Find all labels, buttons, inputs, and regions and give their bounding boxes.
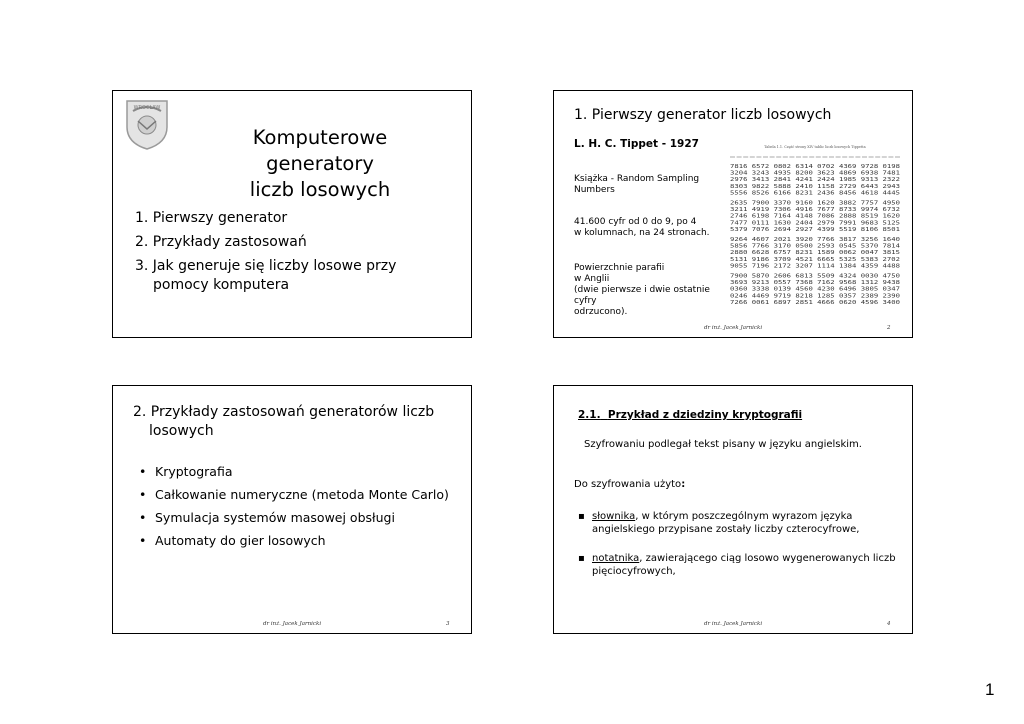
slide-2 <box>553 90 913 338</box>
title-line-2: liczb losowych <box>249 178 391 201</box>
slide-heading <box>133 403 453 441</box>
slide-heading <box>578 409 802 421</box>
agenda-item-3 <box>135 257 455 295</box>
parish-description <box>574 263 726 318</box>
term-notebook: notatnika <box>592 553 640 564</box>
table-row: 0246 4469 9719 8218 1285 0357 2389 2390 <box>730 293 900 300</box>
text-line-2: angielskiego przypisane zostały liczby czterocyfrowe, <box>592 524 860 535</box>
term-dictionary: słownika <box>592 511 636 522</box>
university-logo <box>121 97 173 151</box>
table-rows <box>730 164 900 306</box>
footer-author: dr inż. Jacek Jarnicki <box>704 621 763 627</box>
label-colon: : <box>681 479 686 490</box>
heading-text: Przykład z dziedziny kryptografii <box>607 409 803 421</box>
text-line: Powierzchnie parafii <box>574 263 665 273</box>
list-item: • Symulacja systemów masowej obsługi <box>139 510 459 526</box>
text-line: w Anglii <box>574 274 610 284</box>
table-row: 7900 5870 2606 6813 5509 4324 0030 4750 <box>730 273 900 280</box>
footer-page-number: 2 <box>887 325 891 331</box>
heading-line-1: 2. Przykłady zastosowań generatorów liczb <box>133 404 435 420</box>
table-row: 8303 9822 5888 2410 1158 2729 6443 2943 <box>730 183 900 190</box>
applications-list <box>139 464 459 556</box>
list-item: • Całkowanie numeryczne (metoda Monte Carlo) <box>139 487 459 503</box>
digits-description <box>574 217 724 239</box>
table-row: 2976 3413 2841 4241 2424 1985 9313 2322 <box>730 177 900 184</box>
table-row: 3204 3243 4935 8200 3623 4869 6938 7481 <box>730 170 900 177</box>
table-row: 5556 8526 6166 8231 2436 8456 4618 4445 <box>730 190 900 197</box>
label-text: Do szyfrowania użyto <box>574 479 682 490</box>
slide-subheading: L. H. C. Tippet - 1927 <box>574 138 699 150</box>
bullet-notebook <box>578 552 898 578</box>
bullet-text <box>578 510 898 536</box>
heading-number: 2.1. <box>578 409 601 421</box>
table-row: 5379 7076 2694 2927 4399 5519 8106 8501 <box>730 226 900 233</box>
footer-page-number: 4 <box>887 621 891 627</box>
table-caption: Tabela 1.1. Część strony XIV tablic liczb losowych Tippetta <box>764 145 866 149</box>
slide-4 <box>553 385 913 634</box>
text-rest: , zawierającego ciąg losowo wygenerowanych liczb <box>639 553 896 564</box>
table-row: 9264 4607 2021 3920 7766 3817 3256 1640 <box>730 237 900 243</box>
text-line: 41.600 cyfr od 0 do 9, po 4 <box>574 217 697 227</box>
footer-author: dr inż. Jacek Jarnicki <box>263 621 322 627</box>
bullet-dictionary <box>578 510 898 536</box>
table-row: 3211 4919 7306 4916 7677 8733 9974 6732 <box>730 207 900 214</box>
footer-page-number: 3 <box>446 621 450 627</box>
footer-author: dr inż. Jacek Jarnicki <box>704 325 763 331</box>
title-line-1: Komputerowe generatory <box>252 126 388 175</box>
svg-text:WROCŁAW: WROCŁAW <box>133 105 161 111</box>
book-description <box>574 174 724 196</box>
page-number: 1 <box>985 680 995 699</box>
slide-heading: 1. Pierwszy generator liczb losowych <box>574 107 832 123</box>
table-row: 0360 3338 0139 4560 4230 6496 3805 0347 <box>730 286 900 293</box>
slide-title <box>205 125 435 203</box>
text-line: odrzucono). <box>574 307 628 317</box>
text-line: (dwie pierwsze i dwie ostatnie cyfry <box>574 285 710 306</box>
bullet-text <box>578 552 898 578</box>
slide-3 <box>112 385 472 634</box>
text-rest: , w którym poszczególnym wyrazom języka <box>635 511 853 522</box>
text-line: Książka - Random Sampling <box>574 174 700 184</box>
random-number-table <box>730 138 900 308</box>
agenda-item-3-line-1: 3. Jak generuje się liczby losowe przy <box>135 258 397 274</box>
table-row: 2746 6198 7164 4148 7086 2888 8519 1620 <box>730 213 900 220</box>
table-row: 7266 0061 6897 2851 4666 0620 4596 3400 <box>730 299 900 306</box>
bullet-marker: ▪ <box>578 553 585 564</box>
list-item: • Automaty do gier losowych <box>139 533 459 549</box>
table-row: 7816 6572 0802 6314 0702 4369 9728 0198 <box>730 164 900 170</box>
text-line: Numbers <box>574 185 615 195</box>
agenda-item-2: 2. Przykłady zastosowań <box>135 234 307 250</box>
text-line-2: pięciocyfrowych, <box>592 566 676 577</box>
table-row: 3693 9213 0557 7368 7162 9568 1312 9438 <box>730 280 900 287</box>
table-row: 5131 9186 3709 4521 6665 5325 5383 2702 <box>730 256 900 263</box>
agenda-item-3-line-2: pomocy komputera <box>153 277 290 293</box>
agenda-list <box>135 209 455 300</box>
text-line: w kolumnach, na 24 stronach. <box>574 228 710 238</box>
intro-text: Szyfrowaniu podlegał tekst pisany w języku angielskim. <box>584 439 862 450</box>
used-for-encryption-label <box>574 479 685 490</box>
table-row: 2880 6628 6757 8231 1589 0062 0047 3815 <box>730 250 900 257</box>
agenda-item-1: 1. Pierwszy generator <box>135 210 288 226</box>
slide-1 <box>112 90 472 338</box>
table-row: 9055 7196 2172 3207 1114 1384 4359 4488 <box>730 263 900 270</box>
table-row: 2635 7900 3370 9160 1620 3882 7757 4950 <box>730 200 900 207</box>
bullet-marker: ▪ <box>578 511 585 522</box>
heading-line-2: losowych <box>149 423 214 439</box>
table-row: 7477 0111 1630 2404 2979 7991 9683 5125 <box>730 220 900 227</box>
table-row: 5856 7766 3170 0500 2593 0545 5370 7814 <box>730 243 900 250</box>
list-item: • Kryptografia <box>139 464 459 480</box>
